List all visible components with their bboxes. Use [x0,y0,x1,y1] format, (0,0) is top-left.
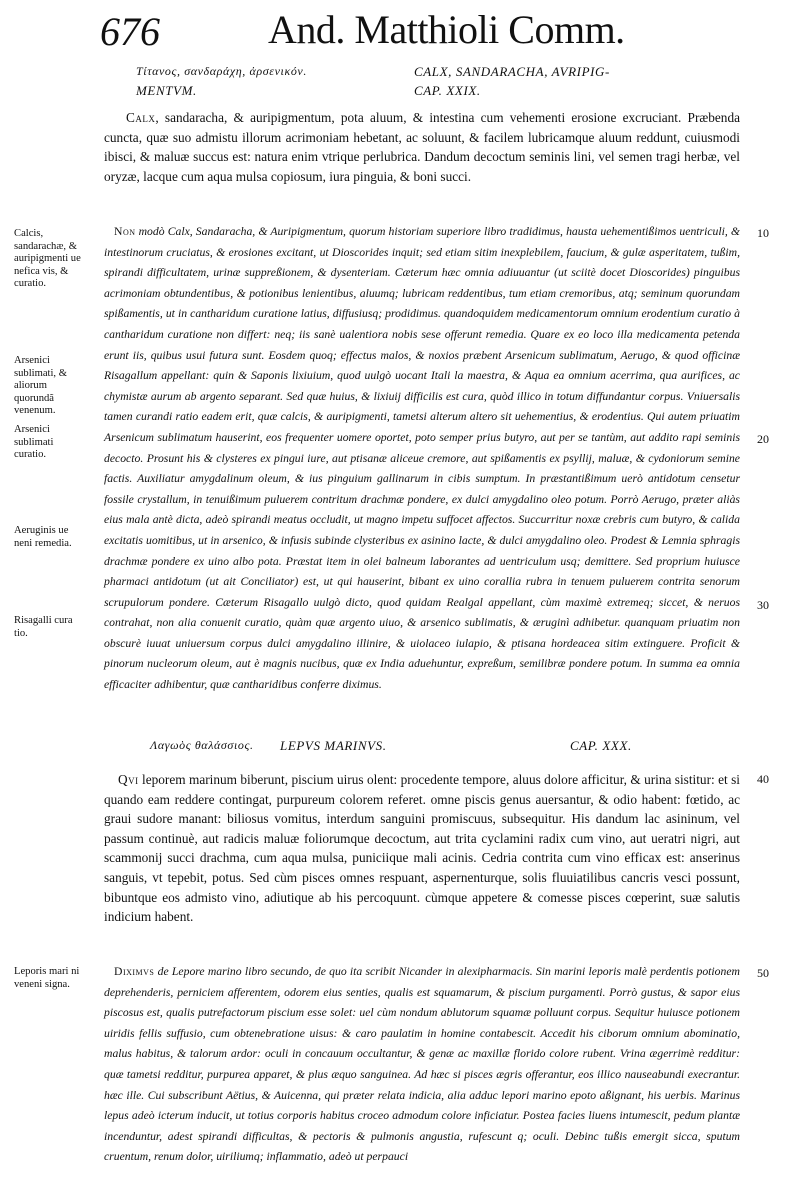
chapter-30-greek-title: Λαγωὸς θαλάσσιος. [150,738,254,752]
chapter-30-heading [150,738,740,758]
chapter-30-text-body: leporem marinum biberunt, piscium uirus olent: procedente tempore, aluus dolore afficitur, & urina sistitur: et si quando eam reddere contingat, purpureum colorem referet. omne piscis genus auersantur, & odio habent: fœtido, ac graui sudore manant: biliosus vomitus, interdum sanguini promiscuus, subsequitur. His dandum lac asininum, vel passum continuè, aut radicis maluæ foliorumque decoctum, aut trita cyclamini radix cum vino, aut ueratri nigri, aut scammonij succi drachma, cum aqua mulsa, puniciique mali acinis. Cedria contrita cum vino efficax est: anserinus sanguis, vt tepebit, potus. Sed cùm pisces omnes respuant, aspernenturque, solis fluuiatilibus cancris vesci possunt, bibuntque eos admisto vino, adiutique ab his percoquunt. cùmque appetere & comesse pisces cœperint, suæ salutis indicium habent. [104,772,740,925]
chapter-29-text-lead: Calx [126,110,156,125]
chapter-30-commentary-lead: Diximvs [114,965,155,978]
line-number: 40 [757,772,769,786]
line-number: 30 [757,598,769,612]
chapter-29-commentary [104,222,740,696]
chapter-29-text-body: , sandaracha, & auripigmentum, pota aluum, & intestina cum vehementi erosione excruciant. Præbenda cuncta, quæ suo admistu illorum acrimoniam hebetant, ac soluunt, & facilem lubricamque aluum reddunt, cuiusmodi ibisci, & maluæ succus est: natura enim vtrique perlubrica. Dandum decoctum seminis lini, vel semen tragi herbæ, vel oryzæ, lacque cum aqua mulsa copiosum, iura pinguia, & boni succi. [104,110,740,184]
margin-note: Risagalli cura tio. [14,615,73,639]
running-title: And. Matthioli Comm. [268,7,625,52]
chapter-29-greek-title: Τίτανος, σανδαράχη, ἀρσενικόν. [136,64,307,78]
line-number: 10 [757,226,769,240]
chapter-30-text-lead: Qvi [118,772,139,787]
margin-note: Arsenici sublimati curatio. [14,424,54,461]
chapter-29-latin-title-line1: CALX, SANDARACHA, AVRIPIG- [414,64,610,79]
chapter-29-latin-title-line2: MENTVM. [136,83,197,98]
chapter-29-commentary-body: modò Calx, Sandaracha, & Auripigmentum, quorum historiam superiore libro tradidimus, hausta uehementißimos uentriculi, & intestinorum cruciatus, & erosiones excitant, ut Dioscorides inquit; sed etiam sitim inexplebilem, faucium, & gulæ asperitatem, tußim, spirandi difficultatem, urinæ suppreßionem, & dysenteriam. Cæterum hæc omnia adiuuantur (ut sciitè docet Dioscorides) pinguibus acrimoniam obtundentibus, & potionibus lenientibus, aluumq; lubricam reddentibus, tum etiam cremoribus, atq; seminum quorundam spißamentis, ut in cantharidum curatione latius, diffusiusq; prodidimus. quandoquidem medicamentorum omnium erodentium curatio à cantharidum curatione non differt: neq; iis sanè ualentiora nobis sese offerunt remedia. Quare ex eo loco illa medicamenta petenda erunt iis, quibus usui futura sunt. Eosdem quoq; effectus malos, & noxios præbent Arsenicum sublimatum, Aerugo, & quod officinæ Risagallum appellant: quin & Saponis lixiuium, quod uulgò uocant Itali la maestra, & Aqua ea omnium acerrima, qua aurifices, ac chymistæ aurum ab argento separant. Sed quæ huius, & lixiuij difficilis est cura, quòd illico in totum diffundantur corpus. Vniuersalis tamen curandi ratio eadem erit, quæ calcis, & auripigmenti, tametsi alterum altero sit uehementius, & erodentius. Qui autem priuatim Arsenicum sublimatum hauserint, eos frequenter uomere oportet, poto semper prius butyro, aut per se tantùm, aut addito rapi seminis decocto. Prosunt his & clysteres ex pingui iure, aut ptisanæ aliceue cremore, aut spißamentis ex psyllij, maluæ, & cydoniorum semine factis. Auxiliatur amygdalinum oleum, & ius pinguium gallinarum in cibis sumptum. In præstantißimum uerò antidotum censetur fossile crystallum, in tenuißimum puluerem contritum drachmæ pondere, ex dulci amygdalino oleo potum. Porrò Aerugo, præter aliàs eius mala antè dicta, adeò spirandi meatus occludit, ut magno impetu suffocet affectos. Succurritur noxæ crebris cum butyro, & calida excitatis uomitibus, ut in arsenico, & infusis subinde clysteribus ex asinino lacte, & dulci amygdalino oleo. Prodest & Lemnia sphragis drachmæ pondere ex uino albo pota. Præstat item in olei balneum laborantes ad uentriculum usq; demittere. Sed proprium huiusce pharmaci antidotum (ut ait Conciliator) est, ut qui hauserint, bibant ex uino corallia rubra in tenuem puluerem contrita senorum scrupulorum pondere. Cæterum Risagallo uulgò dicto, quod quidam Realgal appellant, cùm maximè extremeq; siccet, & neruos contrahat, non alia conuenit curatio, quàm quæ argento uiuo, & arsenico sublimatis, & æruginì adhibetur. quanquam priuatim non obscurè iuuat uniuersum corpus dulci amygdalino illinire, & uiolaceo iulapio, & ptisana hordeacea sitim extinguere. Proficit & pinorum nucleorum oleum, aut è magnis nucibus, quæ ex India aduehuntur, expreßum, semilibræ pondere potum. In summa ea omnia efficaciter adhibentur, quæ cantharidibus conferre diximus. [104,225,740,692]
margin-note: Aeruginis ue neni remedia. [14,525,72,549]
chapter-29-commentary-lead: Non [114,225,136,238]
margin-note: Leporis mari ni veneni signa. [14,966,80,990]
line-number: 20 [757,432,769,446]
margin-note: Arsenici sublimati, & aliorum quorundã venenum. [14,355,67,417]
page-number: 676 [100,9,160,54]
chapter-30-text [104,770,740,927]
chapter-30-cap: CAP. XXX. [570,738,632,753]
page-header [100,6,760,58]
margin-note: Calcis, sandarachæ, & auripigmenti ue nefica vis, & curatio. [14,228,81,290]
chapter-29-text [104,108,740,186]
line-number: 50 [757,966,769,980]
chapter-29-heading [136,64,736,102]
chapter-29-cap: CAP. XXIX. [414,83,481,98]
chapter-30-commentary [104,962,740,1168]
chapter-30-commentary-body: de Lepore marino libro secundo, de quo ita scribit Nicander in alexipharmacis. Sin marini leporis malè perdentis potionem deprehenderis, perniciem afferentem, odorem eius senties, qualis est squamarum, & piscium purgamenti. Porrò gustus, & sapor eius piscosus est, qualis putrefactorum piscium esse solet: uel cùm nondum ablutorum squamæ polluunt corpus. Sequitur huiusce potionem uiridis fellis suffusio, cum obtenebratione uisus: & caro paulatim in homine contabescit. Accedit his ciborum omnium abominatio, malus habitus, & talorum ardor: oculi in concauum occultantur, & genæ ac maxillæ florido colore rubent. Vrina ægerrimè redditur: quæ tametsi redditur, purpurea apparet, & plus æquo sanguinea. Ad hæc si pisces ægris offerantur, eos illico nauseabundi execrantur. hæc ille. Cui subscribunt Aëtius, & Auicenna, qui præter relata indicia, alia adduc lepori marino epoto aßignant, his uerbis. Marinus lepus adeò icterum inducit, ut totius corporis habitus croceo admodum colore inficiatur. Postea facies liuens intumescit, pedum plantæ incenduntur, adest spirandi difficultas, & pectoris & pulmonis angustia, rufescunt q; oculi. Debinc tußis emergit sicca, sputum cruentum, renum dolor, uiriliumq; inflammatio, adeò ut perpauci [104,965,740,1164]
chapter-30-latin-title: LEPVS MARINVS. [280,738,387,753]
